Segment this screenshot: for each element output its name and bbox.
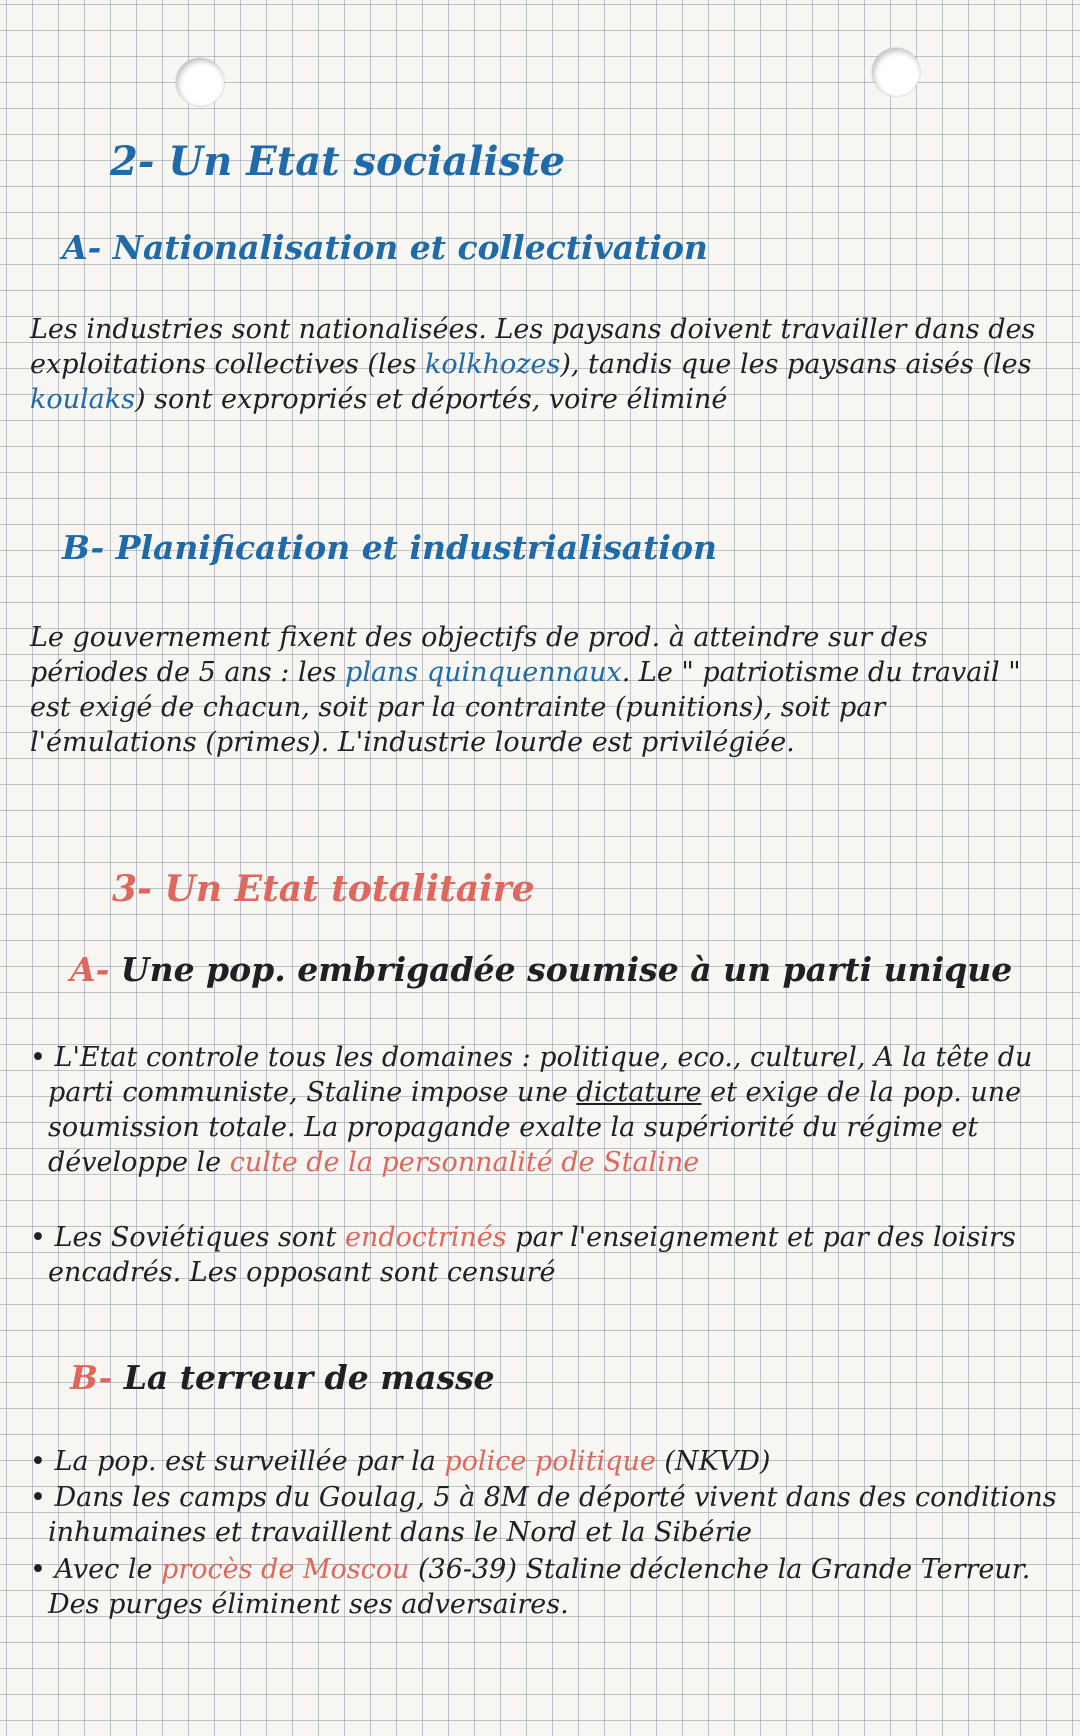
- text-segment: • La pop. est surveillée par la: [30, 1446, 445, 1477]
- section-3a-bullet-1: [30, 1040, 1058, 1180]
- text-segment: . Le " patriotisme du travail " est exigé de chacun, soit par la contrainte (punitions), soit par l'émulations (primes). L'industrie lourde est privilégiée.: [30, 657, 1021, 758]
- term-dictature: dictature: [576, 1077, 702, 1108]
- section-2b-heading: B- Planification et industrialisation: [62, 528, 717, 567]
- text-segment: • L'Etat controle tous les domaines : politique, eco., culturel, A la tête du parti communiste, Staline impose une: [30, 1042, 1033, 1108]
- punch-hole-right: [872, 48, 920, 96]
- term-plans-quinquennaux: plans quinquennaux: [345, 657, 622, 688]
- text-segment: • Les Soviétiques sont: [30, 1222, 345, 1253]
- heading-letter: B-: [70, 1358, 113, 1397]
- term-police-politique: police politique: [444, 1446, 656, 1477]
- section-3b-bullet-2: • Dans les camps du Goulag, 5 à 8M de déporté vivent dans des conditions inhumaines et travaillent dans le Nord et la Sibérie: [30, 1482, 1057, 1548]
- text-segment: (NKVD): [655, 1446, 771, 1477]
- section-3b-bullet-1: [30, 1444, 1058, 1479]
- text-segment: ) sont expropriés et déportés, voire éliminé: [134, 384, 728, 415]
- section-2b-paragraph: [30, 620, 1040, 760]
- text-segment: et exige de la pop. une soumission totale. La propagande exalte la supériorité du régime et développe le: [48, 1077, 1022, 1178]
- term-culte-personnalite: culte de la personnalité de Staline: [229, 1147, 700, 1178]
- heading-text: La terreur de masse: [112, 1358, 495, 1397]
- section-3a-heading: [70, 950, 1012, 989]
- section-2-title: 2- Un Etat socialiste: [110, 138, 566, 185]
- text-segment: • Avec le: [30, 1554, 162, 1585]
- punch-hole-left: [176, 58, 224, 106]
- section-2a-paragraph: [30, 312, 1040, 417]
- section-3-title: 3- Un Etat totalitaire: [112, 868, 535, 910]
- text-segment: ), tandis que les paysans aisés (les: [560, 349, 1032, 380]
- section-3b-bullet-3: [30, 1552, 1058, 1622]
- text-segment: Les industries sont nationalisées. Les paysans doivent travailler dans des exploitations collectives (les: [30, 314, 1036, 380]
- term-koulaks: koulaks: [30, 384, 135, 415]
- section-3a-bullet-2: [30, 1220, 1058, 1290]
- term-proces-moscou: procès de Moscou: [161, 1554, 410, 1585]
- text-segment: par l'enseignement et par des loisirs encadrés. Les opposant sont censuré: [48, 1222, 1016, 1288]
- term-endoctrines: endoctrinés: [344, 1222, 507, 1253]
- heading-text: Une pop. embrigadée soumise à un parti unique: [109, 950, 1013, 989]
- term-kolkhozes: kolkhozes: [425, 349, 561, 380]
- text-segment: Le gouvernement fixent des objectifs de prod. à atteindre sur des périodes de 5 ans : les: [30, 622, 928, 688]
- text-segment: (36-39) Staline déclenche la Grande Terreur. Des purges éliminent ses adversaires.: [48, 1554, 1031, 1620]
- section-2a-heading: A- Nationalisation et collectivation: [62, 228, 708, 267]
- section-3b-heading: [70, 1358, 495, 1397]
- heading-letter: A-: [70, 950, 110, 989]
